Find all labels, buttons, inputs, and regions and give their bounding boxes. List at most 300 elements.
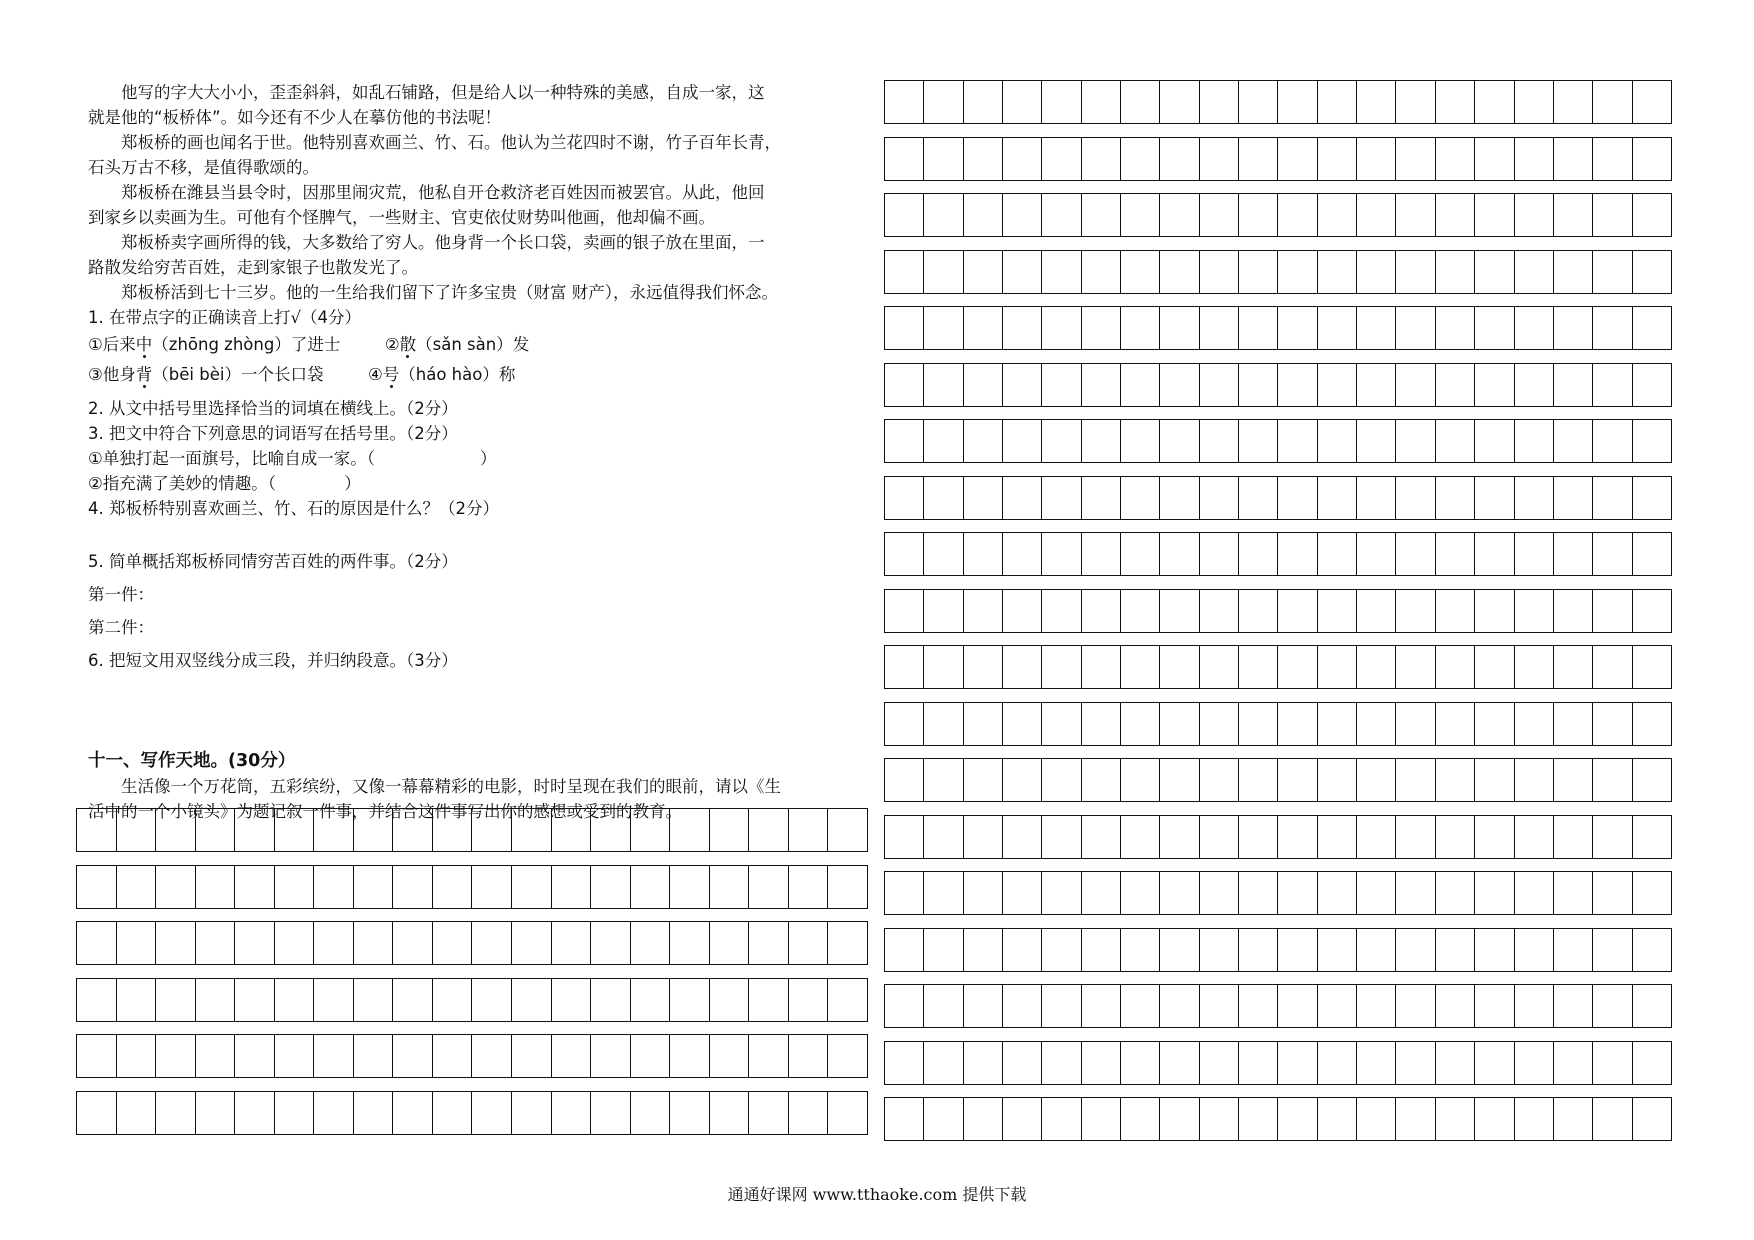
grid-cell[interactable] [471,809,511,851]
grid-cell[interactable] [923,194,962,236]
grid-cell[interactable] [1553,703,1592,745]
grid-cell[interactable] [511,979,551,1021]
grid-cell[interactable] [1002,985,1041,1027]
grid-cell[interactable] [885,533,923,575]
grid-cell[interactable] [885,590,923,632]
grid-cell[interactable] [116,979,156,1021]
grid-cell[interactable] [1632,703,1671,745]
grid-cell[interactable] [1159,646,1198,688]
grid-cell[interactable] [155,1035,195,1077]
grid-cell[interactable] [1199,759,1238,801]
grid-cell[interactable] [1435,1098,1474,1140]
grid-cell[interactable] [353,1035,393,1077]
grid-cell[interactable] [1277,420,1316,462]
grid-cell[interactable] [1199,929,1238,971]
grid-cell[interactable] [432,922,472,964]
grid-cell[interactable] [313,979,353,1021]
grid-cell[interactable] [885,138,923,180]
grid-cell[interactable] [551,1035,591,1077]
grid-cell[interactable] [1356,703,1395,745]
grid-cell[interactable] [1238,929,1277,971]
grid-cell[interactable] [1632,194,1671,236]
grid-cell[interactable] [274,1035,314,1077]
grid-cell[interactable] [116,1092,156,1134]
grid-cell[interactable] [1514,703,1553,745]
grid-cell[interactable] [1081,251,1120,293]
grid-cell[interactable] [788,1092,828,1134]
grid-cell[interactable] [1435,420,1474,462]
grid-cell[interactable] [1435,759,1474,801]
grid-cell[interactable] [963,477,1002,519]
grid-cell[interactable] [788,922,828,964]
grid-cell[interactable] [1632,420,1671,462]
grid-cell[interactable] [1041,420,1080,462]
grid-cell[interactable] [885,703,923,745]
grid-cell[interactable] [963,81,1002,123]
grid-cell[interactable] [1159,1042,1198,1084]
grid-cell[interactable] [1435,81,1474,123]
grid-cell[interactable] [1435,590,1474,632]
grid-cell[interactable] [1395,759,1434,801]
grid-cell[interactable] [1592,1098,1631,1140]
grid-cell[interactable] [1395,138,1434,180]
grid-cell[interactable] [1435,985,1474,1027]
grid-cell[interactable] [1474,307,1513,349]
grid-cell[interactable] [1395,872,1434,914]
grid-cell[interactable] [1514,1098,1553,1140]
grid-cell[interactable] [1199,477,1238,519]
grid-cell[interactable] [1159,420,1198,462]
grid-cell[interactable] [1356,759,1395,801]
grid-cell[interactable] [1159,929,1198,971]
grid-cell[interactable] [1277,533,1316,575]
grid-cell[interactable] [1435,251,1474,293]
grid-cell[interactable] [1199,194,1238,236]
grid-cell[interactable] [1553,590,1592,632]
grid-cell[interactable] [923,477,962,519]
grid-cell[interactable] [1474,759,1513,801]
grid-cell[interactable] [353,979,393,1021]
grid-cell[interactable] [1356,420,1395,462]
grid-cell[interactable] [1317,759,1356,801]
grid-cell[interactable] [1081,364,1120,406]
grid-cell[interactable] [1041,929,1080,971]
grid-cell[interactable] [1514,138,1553,180]
grid-cell[interactable] [1238,703,1277,745]
grid-cell[interactable] [1002,872,1041,914]
grid-cell[interactable] [1002,929,1041,971]
grid-cell[interactable] [1395,364,1434,406]
grid-cell[interactable] [1553,985,1592,1027]
grid-cell[interactable] [963,816,1002,858]
grid-cell[interactable] [1395,533,1434,575]
grid-cell[interactable] [1041,138,1080,180]
grid-cell[interactable] [274,866,314,908]
grid-cell[interactable] [1514,420,1553,462]
grid-cell[interactable] [1553,1098,1592,1140]
grid-cell[interactable] [1120,307,1159,349]
grid-cell[interactable] [1041,533,1080,575]
grid-cell[interactable] [1238,816,1277,858]
grid-cell[interactable] [748,809,788,851]
grid-cell[interactable] [511,809,551,851]
grid-cell[interactable] [1277,251,1316,293]
grid-cell[interactable] [392,922,432,964]
grid-cell[interactable] [1002,138,1041,180]
grid-cell[interactable] [353,866,393,908]
grid-cell[interactable] [885,307,923,349]
grid-cell[interactable] [963,364,1002,406]
grid-cell[interactable] [1474,138,1513,180]
grid-cell[interactable] [963,703,1002,745]
grid-cell[interactable] [1120,194,1159,236]
grid-cell[interactable] [1435,646,1474,688]
grid-cell[interactable] [1553,929,1592,971]
grid-cell[interactable] [1514,872,1553,914]
grid-cell[interactable] [392,809,432,851]
grid-cell[interactable] [923,703,962,745]
grid-cell[interactable] [234,979,274,1021]
grid-cell[interactable] [1592,364,1631,406]
grid-cell[interactable] [709,922,749,964]
grid-cell[interactable] [1435,816,1474,858]
grid-cell[interactable] [1041,477,1080,519]
grid-cell[interactable] [1553,533,1592,575]
grid-cell[interactable] [1632,1098,1671,1140]
grid-cell[interactable] [1356,816,1395,858]
grid-cell[interactable] [1592,872,1631,914]
grid-cell[interactable] [1002,703,1041,745]
grid-cell[interactable] [1514,759,1553,801]
grid-cell[interactable] [551,809,591,851]
grid-cell[interactable] [1474,533,1513,575]
grid-cell[interactable] [1553,307,1592,349]
grid-cell[interactable] [748,922,788,964]
grid-cell[interactable] [1238,477,1277,519]
grid-cell[interactable] [709,866,749,908]
grid-cell[interactable] [1632,81,1671,123]
grid-cell[interactable] [1514,985,1553,1027]
grid-cell[interactable] [590,979,630,1021]
grid-cell[interactable] [963,1098,1002,1140]
grid-cell[interactable] [1277,1098,1316,1140]
grid-cell[interactable] [1395,251,1434,293]
grid-cell[interactable] [963,646,1002,688]
grid-cell[interactable] [155,979,195,1021]
grid-cell[interactable] [1238,420,1277,462]
grid-cell[interactable] [1553,759,1592,801]
grid-cell[interactable] [1553,420,1592,462]
grid-cell[interactable] [1159,81,1198,123]
grid-cell[interactable] [155,1092,195,1134]
grid-cell[interactable] [788,1035,828,1077]
grid-cell[interactable] [432,979,472,1021]
grid-cell[interactable] [963,420,1002,462]
grid-cell[interactable] [195,979,235,1021]
grid-cell[interactable] [1592,533,1631,575]
grid-cell[interactable] [963,985,1002,1027]
grid-cell[interactable] [1120,646,1159,688]
grid-cell[interactable] [1514,816,1553,858]
grid-cell[interactable] [709,1035,749,1077]
grid-cell[interactable] [1120,929,1159,971]
grid-cell[interactable] [590,809,630,851]
grid-cell[interactable] [432,1092,472,1134]
grid-cell[interactable] [1435,477,1474,519]
grid-cell[interactable] [1120,1098,1159,1140]
grid-cell[interactable] [827,866,867,908]
grid-cell[interactable] [923,533,962,575]
grid-cell[interactable] [313,809,353,851]
grid-cell[interactable] [923,759,962,801]
grid-cell[interactable] [923,138,962,180]
grid-cell[interactable] [885,477,923,519]
grid-cell[interactable] [471,1092,511,1134]
grid-cell[interactable] [1395,816,1434,858]
grid-cell[interactable] [1238,759,1277,801]
grid-cell[interactable] [827,1092,867,1134]
grid-cell[interactable] [669,979,709,1021]
grid-cell[interactable] [1395,929,1434,971]
grid-cell[interactable] [1514,251,1553,293]
grid-cell[interactable] [1632,477,1671,519]
grid-cell[interactable] [1356,138,1395,180]
grid-cell[interactable] [1041,1098,1080,1140]
grid-cell[interactable] [1356,81,1395,123]
grid-cell[interactable] [77,1092,116,1134]
grid-cell[interactable] [353,922,393,964]
grid-cell[interactable] [155,809,195,851]
grid-cell[interactable] [923,1042,962,1084]
grid-cell[interactable] [1199,307,1238,349]
grid-cell[interactable] [116,922,156,964]
grid-cell[interactable] [1199,872,1238,914]
grid-cell[interactable] [1553,138,1592,180]
grid-cell[interactable] [827,809,867,851]
grid-cell[interactable] [1120,590,1159,632]
grid-cell[interactable] [1120,759,1159,801]
grid-cell[interactable] [590,866,630,908]
grid-cell[interactable] [1199,985,1238,1027]
grid-cell[interactable] [1632,138,1671,180]
grid-cell[interactable] [1514,477,1553,519]
grid-cell[interactable] [788,866,828,908]
grid-cell[interactable] [923,251,962,293]
grid-cell[interactable] [1317,251,1356,293]
grid-cell[interactable] [353,809,393,851]
grid-cell[interactable] [1159,533,1198,575]
grid-cell[interactable] [885,816,923,858]
grid-cell[interactable] [471,866,511,908]
grid-cell[interactable] [1002,307,1041,349]
grid-cell[interactable] [551,922,591,964]
grid-cell[interactable] [1514,533,1553,575]
grid-cell[interactable] [923,307,962,349]
grid-cell[interactable] [1474,816,1513,858]
grid-cell[interactable] [963,759,1002,801]
grid-cell[interactable] [885,759,923,801]
grid-cell[interactable] [432,809,472,851]
grid-cell[interactable] [1553,816,1592,858]
grid-cell[interactable] [1317,929,1356,971]
grid-cell[interactable] [630,1035,670,1077]
grid-cell[interactable] [1553,477,1592,519]
grid-cell[interactable] [551,866,591,908]
grid-cell[interactable] [1592,81,1631,123]
grid-cell[interactable] [827,922,867,964]
grid-cell[interactable] [1159,251,1198,293]
grid-cell[interactable] [1002,364,1041,406]
grid-cell[interactable] [1514,1042,1553,1084]
grid-cell[interactable] [1356,364,1395,406]
grid-cell[interactable] [1238,307,1277,349]
grid-cell[interactable] [1199,703,1238,745]
grid-cell[interactable] [630,866,670,908]
grid-cell[interactable] [1238,1042,1277,1084]
grid-cell[interactable] [1514,194,1553,236]
grid-cell[interactable] [1002,1098,1041,1140]
grid-cell[interactable] [1041,872,1080,914]
grid-cell[interactable] [1356,1098,1395,1140]
grid-cell[interactable] [1435,138,1474,180]
grid-cell[interactable] [1553,646,1592,688]
grid-cell[interactable] [1041,703,1080,745]
grid-cell[interactable] [923,929,962,971]
grid-cell[interactable] [1120,81,1159,123]
grid-cell[interactable] [923,816,962,858]
grid-cell[interactable] [1238,81,1277,123]
grid-cell[interactable] [77,866,116,908]
grid-cell[interactable] [1356,872,1395,914]
grid-cell[interactable] [1159,1098,1198,1140]
grid-cell[interactable] [1474,194,1513,236]
grid-cell[interactable] [885,420,923,462]
grid-cell[interactable] [885,364,923,406]
grid-cell[interactable] [353,1092,393,1134]
grid-cell[interactable] [1277,194,1316,236]
grid-cell[interactable] [1435,703,1474,745]
grid-cell[interactable] [748,866,788,908]
grid-cell[interactable] [1120,138,1159,180]
grid-cell[interactable] [1317,81,1356,123]
grid-cell[interactable] [77,922,116,964]
grid-cell[interactable] [1553,251,1592,293]
grid-cell[interactable] [1120,1042,1159,1084]
grid-cell[interactable] [1081,985,1120,1027]
grid-cell[interactable] [1002,81,1041,123]
grid-cell[interactable] [1553,81,1592,123]
grid-cell[interactable] [1317,872,1356,914]
grid-cell[interactable] [1041,816,1080,858]
grid-cell[interactable] [1081,533,1120,575]
grid-cell[interactable] [1041,307,1080,349]
grid-cell[interactable] [1632,985,1671,1027]
grid-cell[interactable] [885,1098,923,1140]
grid-cell[interactable] [923,872,962,914]
grid-cell[interactable] [432,1035,472,1077]
grid-cell[interactable] [392,1035,432,1077]
grid-cell[interactable] [923,985,962,1027]
grid-cell[interactable] [1041,81,1080,123]
grid-cell[interactable] [923,81,962,123]
grid-cell[interactable] [471,922,511,964]
grid-cell[interactable] [1081,1042,1120,1084]
grid-cell[interactable] [1553,1042,1592,1084]
grid-cell[interactable] [1277,703,1316,745]
grid-cell[interactable] [1592,590,1631,632]
grid-cell[interactable] [1277,872,1316,914]
grid-cell[interactable] [1592,703,1631,745]
grid-cell[interactable] [1632,816,1671,858]
grid-cell[interactable] [432,866,472,908]
grid-cell[interactable] [1395,477,1434,519]
grid-cell[interactable] [1120,872,1159,914]
grid-cell[interactable] [1356,1042,1395,1084]
grid-cell[interactable] [1199,533,1238,575]
grid-cell[interactable] [392,1092,432,1134]
grid-cell[interactable] [1081,477,1120,519]
grid-cell[interactable] [1041,1042,1080,1084]
grid-cell[interactable] [1199,646,1238,688]
grid-cell[interactable] [1199,590,1238,632]
grid-cell[interactable] [1474,1042,1513,1084]
grid-cell[interactable] [1041,364,1080,406]
grid-cell[interactable] [77,1035,116,1077]
grid-cell[interactable] [1395,420,1434,462]
grid-cell[interactable] [1474,1098,1513,1140]
grid-cell[interactable] [1395,1042,1434,1084]
grid-cell[interactable] [590,922,630,964]
grid-cell[interactable] [1199,138,1238,180]
grid-cell[interactable] [1277,816,1316,858]
grid-cell[interactable] [1395,1098,1434,1140]
grid-cell[interactable] [1238,194,1277,236]
grid-cell[interactable] [1120,816,1159,858]
grid-cell[interactable] [1277,646,1316,688]
grid-cell[interactable] [155,866,195,908]
grid-cell[interactable] [1632,251,1671,293]
grid-cell[interactable] [1238,533,1277,575]
grid-cell[interactable] [669,1035,709,1077]
grid-cell[interactable] [1474,646,1513,688]
grid-cell[interactable] [1277,138,1316,180]
grid-cell[interactable] [1238,646,1277,688]
grid-cell[interactable] [1317,816,1356,858]
grid-cell[interactable] [1395,646,1434,688]
grid-cell[interactable] [1199,251,1238,293]
grid-cell[interactable] [195,922,235,964]
grid-cell[interactable] [155,922,195,964]
grid-cell[interactable] [1632,307,1671,349]
grid-cell[interactable] [1474,364,1513,406]
grid-cell[interactable] [1002,646,1041,688]
grid-cell[interactable] [1002,194,1041,236]
grid-cell[interactable] [1081,81,1120,123]
grid-cell[interactable] [1592,759,1631,801]
grid-cell[interactable] [709,1092,749,1134]
grid-cell[interactable] [1238,1098,1277,1140]
grid-cell[interactable] [1592,477,1631,519]
grid-cell[interactable] [1474,81,1513,123]
grid-cell[interactable] [1041,251,1080,293]
grid-cell[interactable] [1002,1042,1041,1084]
grid-cell[interactable] [885,194,923,236]
grid-cell[interactable] [1159,590,1198,632]
grid-cell[interactable] [963,533,1002,575]
grid-cell[interactable] [274,922,314,964]
grid-cell[interactable] [590,1092,630,1134]
grid-cell[interactable] [1002,533,1041,575]
